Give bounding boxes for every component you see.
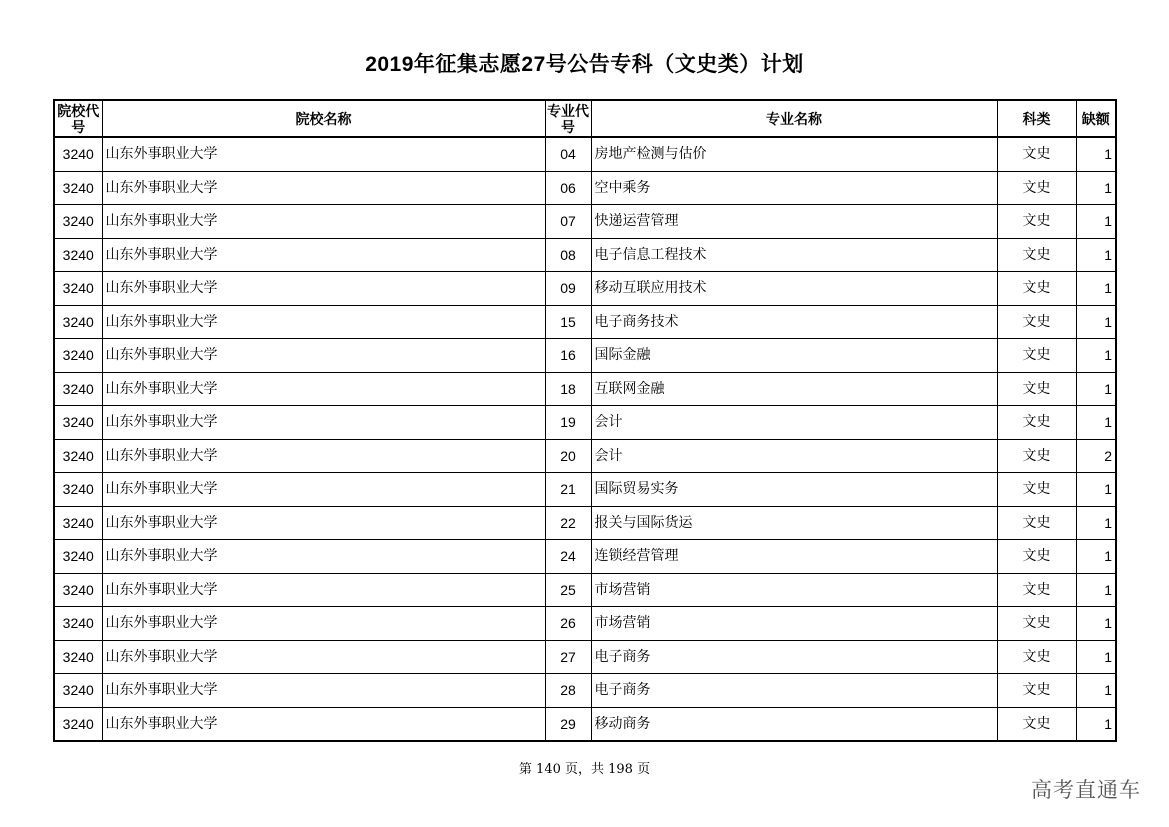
cell-shortfall: 1: [1076, 506, 1116, 540]
cell-major-name: 会计: [591, 406, 997, 440]
cell-category: 文史: [997, 205, 1076, 239]
cell-school-name: 山东外事职业大学: [102, 406, 545, 440]
cell-category: 文史: [997, 305, 1076, 339]
cell-school-code: 3240: [54, 339, 102, 373]
cell-category: 文史: [997, 607, 1076, 641]
cell-school-name: 山东外事职业大学: [102, 339, 545, 373]
cell-school-name: 山东外事职业大学: [102, 640, 545, 674]
cell-school-name: 山东外事职业大学: [102, 137, 545, 171]
cell-shortfall: 1: [1076, 171, 1116, 205]
cell-school-name: 山东外事职业大学: [102, 272, 545, 306]
cell-school-name: 山东外事职业大学: [102, 305, 545, 339]
cell-major-code: 20: [545, 439, 591, 473]
cell-school-code: 3240: [54, 473, 102, 507]
cell-category: 文史: [997, 339, 1076, 373]
cell-shortfall: 1: [1076, 607, 1116, 641]
table-row: [54, 640, 1116, 674]
cell-school-name: 山东外事职业大学: [102, 607, 545, 641]
cell-shortfall: 1: [1076, 205, 1116, 239]
cell-school-name: 山东外事职业大学: [102, 674, 545, 708]
cell-category: 文史: [997, 540, 1076, 574]
cell-shortfall: 2: [1076, 439, 1116, 473]
cell-major-name: 电子商务: [591, 640, 997, 674]
cell-category: 文史: [997, 372, 1076, 406]
table-row: [54, 137, 1116, 171]
table-row: [54, 238, 1116, 272]
cell-major-code: 18: [545, 372, 591, 406]
cell-major-code: 19: [545, 406, 591, 440]
cell-school-code: 3240: [54, 406, 102, 440]
table-row: [54, 707, 1116, 741]
cell-major-name: 国际金融: [591, 339, 997, 373]
cell-category: 文史: [997, 238, 1076, 272]
cell-school-code: 3240: [54, 171, 102, 205]
cell-category: 文史: [997, 707, 1076, 741]
cell-school-name: 山东外事职业大学: [102, 372, 545, 406]
cell-major-code: 25: [545, 573, 591, 607]
cell-school-code: 3240: [54, 640, 102, 674]
cell-shortfall: 1: [1076, 573, 1116, 607]
cell-school-code: 3240: [54, 272, 102, 306]
cell-major-code: 28: [545, 674, 591, 708]
cell-major-code: 21: [545, 473, 591, 507]
cell-major-name: 房地产检测与估价: [591, 137, 997, 171]
cell-school-code: 3240: [54, 205, 102, 239]
cell-category: 文史: [997, 640, 1076, 674]
table-row: [54, 573, 1116, 607]
watermark: 高考直通车: [1031, 779, 1141, 802]
table-row: [54, 305, 1116, 339]
cell-school-name: 山东外事职业大学: [102, 506, 545, 540]
cell-category: 文史: [997, 506, 1076, 540]
cell-shortfall: 1: [1076, 707, 1116, 741]
table-row: [54, 607, 1116, 641]
header-school-code: 院校代号: [54, 100, 102, 137]
cell-school-code: 3240: [54, 540, 102, 574]
table-header-row: [54, 100, 1116, 137]
cell-major-code: 22: [545, 506, 591, 540]
page-title: 2019年征集志愿27号公告专科（文史类）计划: [365, 53, 804, 76]
cell-school-code: 3240: [54, 674, 102, 708]
cell-major-code: 09: [545, 272, 591, 306]
table-row: [54, 372, 1116, 406]
cell-major-name: 国际贸易实务: [591, 473, 997, 507]
cell-school-code: 3240: [54, 506, 102, 540]
cell-shortfall: 1: [1076, 137, 1116, 171]
cell-category: 文史: [997, 439, 1076, 473]
cell-school-code: 3240: [54, 372, 102, 406]
cell-school-code: 3240: [54, 305, 102, 339]
cell-shortfall: 1: [1076, 406, 1116, 440]
cell-category: 文史: [997, 406, 1076, 440]
cell-major-code: 26: [545, 607, 591, 641]
cell-major-code: 07: [545, 205, 591, 239]
cell-shortfall: 1: [1076, 640, 1116, 674]
cell-school-code: 3240: [54, 707, 102, 741]
cell-school-code: 3240: [54, 238, 102, 272]
cell-major-name: 电子商务: [591, 674, 997, 708]
cell-major-code: 24: [545, 540, 591, 574]
cell-shortfall: 1: [1076, 305, 1116, 339]
cell-major-code: 16: [545, 339, 591, 373]
cell-shortfall: 1: [1076, 238, 1116, 272]
cell-major-code: 15: [545, 305, 591, 339]
cell-school-name: 山东外事职业大学: [102, 205, 545, 239]
header-school-name: 院校名称: [102, 100, 545, 137]
cell-school-code: 3240: [54, 607, 102, 641]
table-row: [54, 540, 1116, 574]
cell-category: 文史: [997, 171, 1076, 205]
cell-shortfall: 1: [1076, 473, 1116, 507]
cell-major-name: 报关与国际货运: [591, 506, 997, 540]
table-row: [54, 674, 1116, 708]
cell-shortfall: 1: [1076, 674, 1116, 708]
table-row: [54, 272, 1116, 306]
cell-school-code: 3240: [54, 573, 102, 607]
plan-table: [53, 99, 1117, 742]
cell-major-name: 连锁经营管理: [591, 540, 997, 574]
header-shortfall: 缺额: [1076, 100, 1116, 137]
cell-shortfall: 1: [1076, 339, 1116, 373]
cell-major-name: 会计: [591, 439, 997, 473]
table-row: [54, 473, 1116, 507]
cell-category: 文史: [997, 272, 1076, 306]
cell-school-name: 山东外事职业大学: [102, 238, 545, 272]
cell-school-name: 山东外事职业大学: [102, 573, 545, 607]
cell-school-name: 山东外事职业大学: [102, 707, 545, 741]
cell-category: 文史: [997, 137, 1076, 171]
table-body: [54, 137, 1116, 741]
cell-shortfall: 1: [1076, 272, 1116, 306]
table-row: [54, 205, 1116, 239]
cell-category: 文史: [997, 674, 1076, 708]
header-category: 科类: [997, 100, 1076, 137]
cell-major-name: 移动商务: [591, 707, 997, 741]
cell-major-name: 市场营销: [591, 607, 997, 641]
cell-major-code: 29: [545, 707, 591, 741]
cell-shortfall: 1: [1076, 372, 1116, 406]
cell-major-code: 08: [545, 238, 591, 272]
page-footer: 第 140 页，共 198 页: [518, 762, 651, 777]
cell-school-name: 山东外事职业大学: [102, 540, 545, 574]
cell-school-name: 山东外事职业大学: [102, 171, 545, 205]
table-row: [54, 506, 1116, 540]
cell-category: 文史: [997, 473, 1076, 507]
header-major-name: 专业名称: [591, 100, 997, 137]
cell-category: 文史: [997, 573, 1076, 607]
cell-major-name: 电子商务技术: [591, 305, 997, 339]
cell-major-name: 空中乘务: [591, 171, 997, 205]
cell-major-name: 电子信息工程技术: [591, 238, 997, 272]
cell-major-name: 快递运营管理: [591, 205, 997, 239]
table-row: [54, 439, 1116, 473]
header-major-code: 专业代号: [545, 100, 591, 137]
cell-school-name: 山东外事职业大学: [102, 473, 545, 507]
table-row: [54, 339, 1116, 373]
cell-major-code: 04: [545, 137, 591, 171]
cell-school-code: 3240: [54, 137, 102, 171]
cell-major-code: 27: [545, 640, 591, 674]
cell-major-name: 互联网金融: [591, 372, 997, 406]
cell-major-name: 市场营销: [591, 573, 997, 607]
table-row: [54, 406, 1116, 440]
cell-school-code: 3240: [54, 439, 102, 473]
cell-school-name: 山东外事职业大学: [102, 439, 545, 473]
cell-major-name: 移动互联应用技术: [591, 272, 997, 306]
cell-shortfall: 1: [1076, 540, 1116, 574]
table-row: [54, 171, 1116, 205]
cell-major-code: 06: [545, 171, 591, 205]
